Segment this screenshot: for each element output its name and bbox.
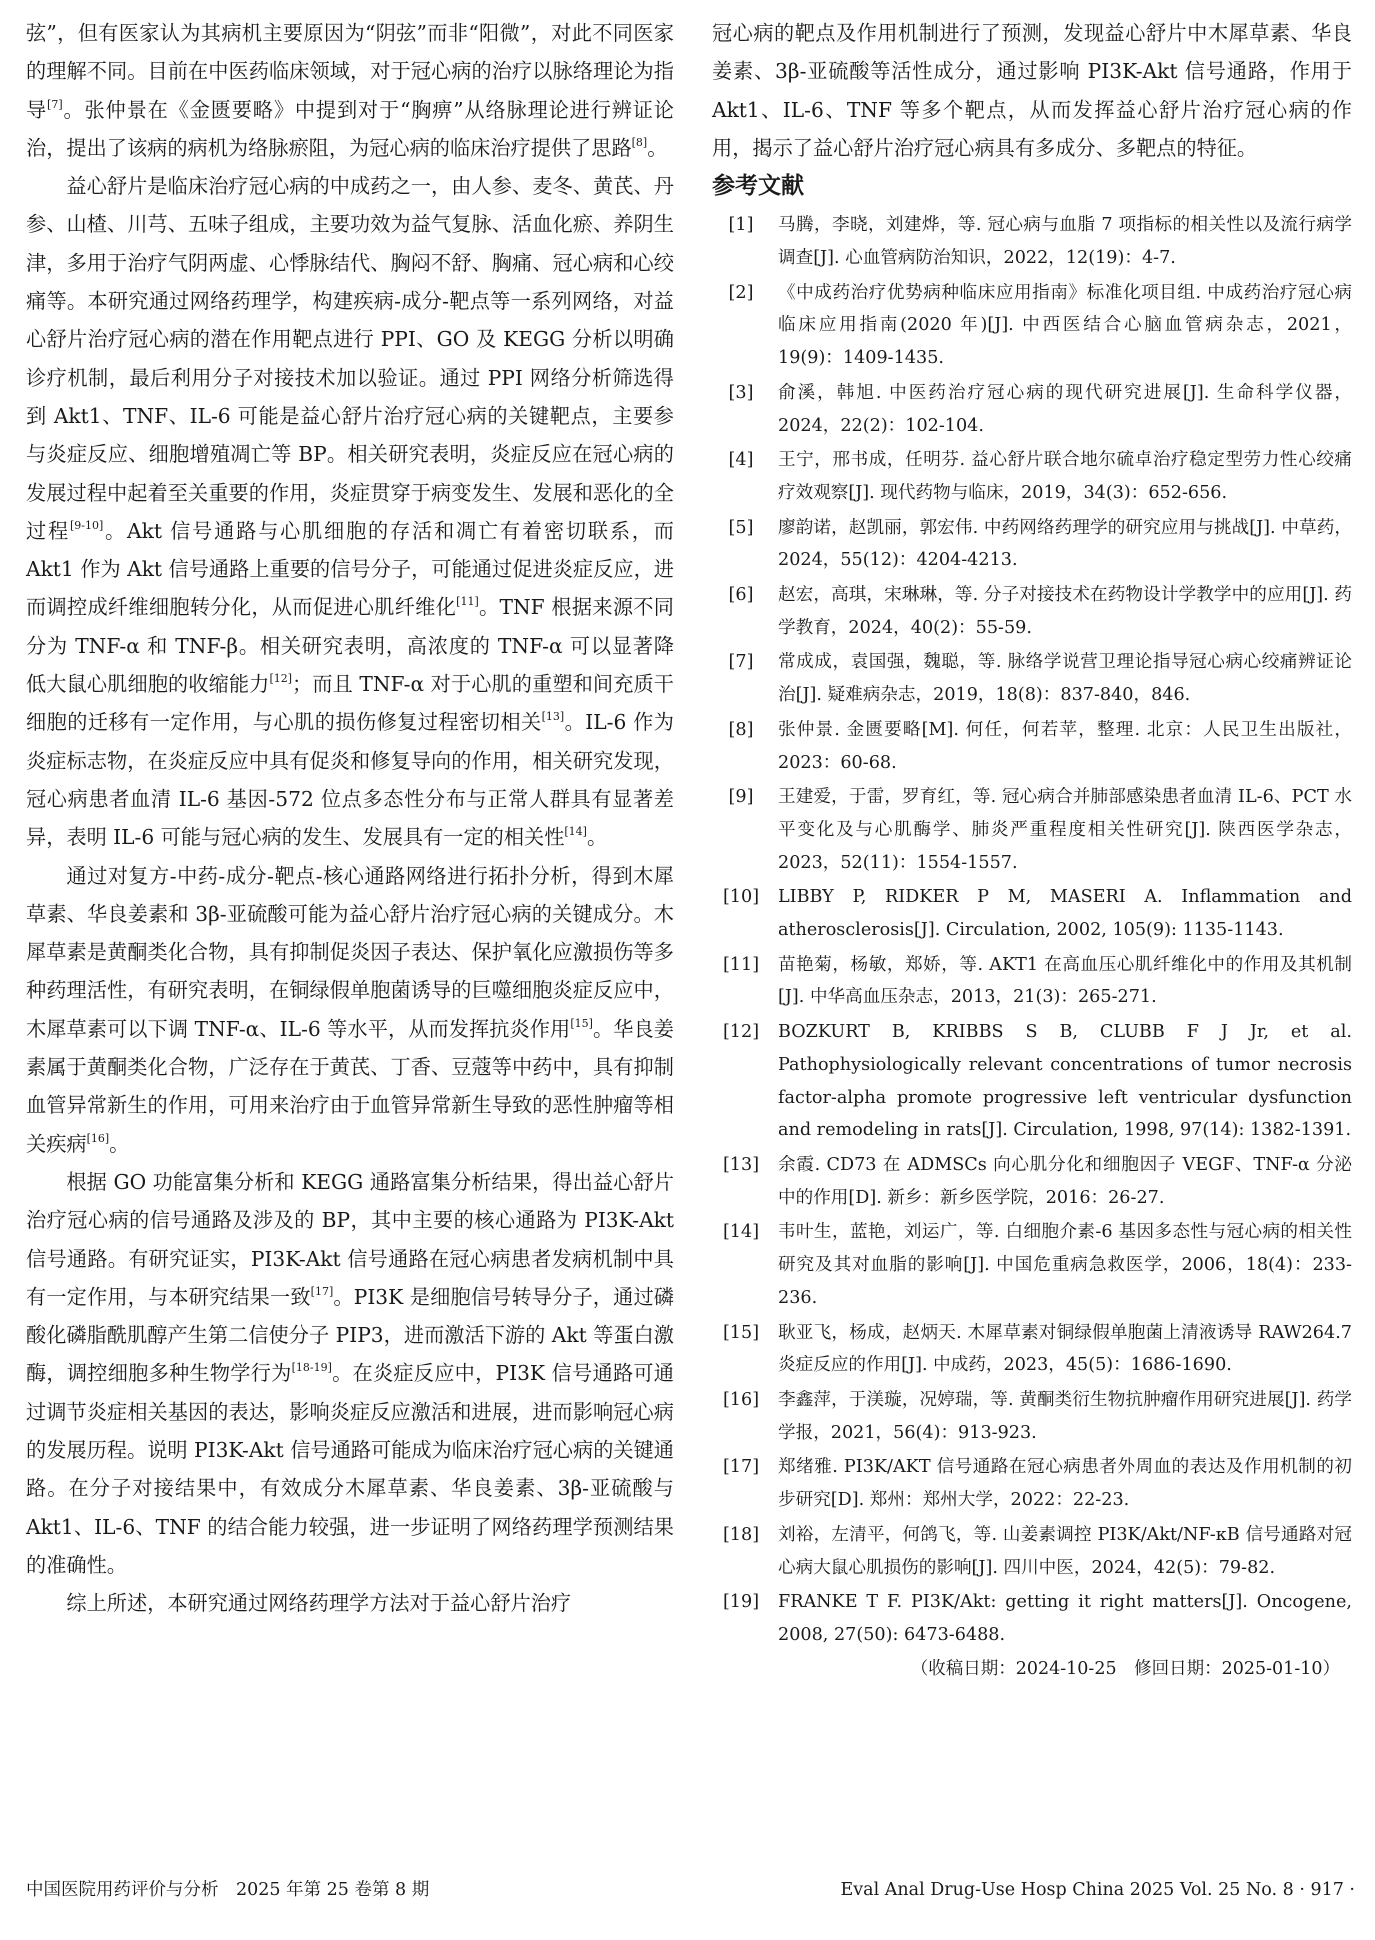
references-heading: 参考文献: [712, 173, 804, 200]
reference-item: [712, 444, 1352, 510]
reference-number: [12]: [722, 1022, 760, 1043]
reference-number: [16]: [722, 1390, 760, 1411]
reference-item: [712, 1451, 1352, 1517]
reference-item: [712, 1216, 1352, 1314]
reference-text: 刘裕，左清平，何鸽飞，等. 山姜素调控 PI3K/Akt/NF-κB 信号通路对冠心病大鼠心肌损伤的影响[J]. 四川中医，2024，42(5)：79-82.: [778, 1524, 1352, 1578]
paragraph-text: 。在炎症反应中，PI3K 信号通路可通过调节炎症相关基因的表达，影响炎症反应激活和进展，进而影响冠心病的发展历程。说明 PI3K-Akt 信号通路可能成为临床治疗冠心病的关键通路。在分子对接结果中，有效成分木犀草素、华良姜素、3β-亚硫酸与 Akt1、IL-6、TNF 的结合能力较强，进一步证明了网络药理学预测结果的准确性。: [26, 1361, 674, 1577]
citation-superscript: [18-19]: [291, 1361, 332, 1375]
reference-text: 常成成，袁国强，魏聪，等. 脉络学说营卫理论指导冠心病心绞痛辨证论治[J]. 疑难病杂志，2019，18(8)：837-840，846.: [778, 652, 1352, 706]
reference-item: [712, 1519, 1352, 1585]
reference-number: [18]: [722, 1524, 760, 1545]
reference-item: [712, 1384, 1352, 1450]
reference-number: [17]: [722, 1457, 760, 1478]
reference-item: [712, 377, 1352, 443]
paragraph-text: 。PI3K 是细胞信号转导分子，通过磷酸化磷脂酰肌醇产生第二信使分子 PIP3，进而激活下游的 Akt 等蛋白激酶，调控细胞多种生物学行为: [26, 1284, 674, 1386]
paragraph-text: 。TNF 根据来源不同分为 TNF-α 和 TNF-β。相关研究表明，高浓度的 TNF-α 可以显著降低大鼠心肌细胞的收缩能力: [26, 595, 674, 697]
paragraph: [26, 1584, 674, 1622]
paragraph-text: 弦”，但有医家认为其病机主要原因为“阴弦”而非“阳微”，对此不同医家的理解不同。目前在中医药临床领域，对于冠心病的治疗以脉络理论为指导: [26, 21, 674, 122]
citation-superscript: [14]: [564, 825, 587, 839]
reference-item: [712, 646, 1352, 712]
reference-number: [1]: [728, 215, 754, 236]
reference-item: [712, 512, 1352, 578]
reference-number: [8]: [728, 719, 754, 740]
left-column: [26, 14, 674, 1622]
reference-text: 《中成药治疗优势病种临床应用指南》标准化项目组. 中成药治疗冠心病临床应用指南(2020 年)[J]. 中西医结合心脑血管病杂志，2021，19(9)：1409-1435.: [778, 282, 1352, 369]
citation-superscript: [7]: [47, 97, 63, 111]
reference-item: [712, 949, 1352, 1015]
reference-number: [19]: [722, 1592, 760, 1613]
paragraph-text: 。Akt 信号通路与心肌细胞的存活和凋亡有着密切联系，而 Akt1 作为 Akt 信号通路上重要的信号分子，可能通过促进炎症反应，进而调控成纤维细胞转分化，从而促进心肌纤维化: [26, 518, 674, 620]
reference-number: [13]: [722, 1155, 760, 1176]
reference-item: [712, 1586, 1352, 1652]
reference-text: 马腾，李晓，刘建烨，等. 冠心病与血脂 7 项指标的相关性以及流行病学调查[J]. 心血管病防治知识，2022，12(19)：4-7.: [778, 215, 1352, 268]
received-date-line: （收稿日期：2024-10-25 修回日期：2025-01-10）: [910, 1658, 1340, 1679]
reference-number: [11]: [722, 954, 760, 975]
footer-journal-chinese: 中国医院用药评价与分析 2025 年第 25 卷第 8 期: [26, 1880, 430, 1900]
reference-text: 王建爱，于雷，罗育红，等. 冠心病合并肺部感染患者血清 IL-6、PCT 水平变化及与心肌酶学、肺炎严重程度相关性研究[J]. 陕西医学杂志，2023，52(11)：1554-1557.: [778, 787, 1352, 873]
reference-item: [712, 579, 1352, 645]
citation-superscript: [8]: [631, 135, 648, 149]
citation-superscript: [17]: [310, 1284, 334, 1298]
reference-text: 苗艳菊，杨敏，郑娇，等. AKT1 在高血压心肌纤维化中的作用及其机制[J]. 中华高血压杂志，2013，21(3)：265-271.: [778, 954, 1352, 1008]
reference-item: [712, 1317, 1352, 1383]
reference-item: [712, 209, 1352, 275]
reference-list: [712, 209, 1352, 1652]
citation-superscript: [15]: [570, 1016, 593, 1030]
reference-number: [10]: [722, 887, 760, 908]
citation-superscript: [11]: [456, 595, 479, 609]
reference-text: BOZKURT B, KRIBBS S B, CLUBB F J Jr, et al. Pathophysiologically relevant concentrations of tumor necrosis factor-alpha promote progressive left ventricular dysfunction and remodeling in rats[J]. Circulation, 1998, 97(14): 1382-1391.: [778, 1022, 1352, 1141]
reference-number: [14]: [722, 1222, 760, 1243]
citation-superscript: [13]: [541, 710, 565, 724]
reference-text: 余霞. CD73 在 ADMSCs 向心肌分化和细胞因子 VEGF、TNF-α 分泌中的作用[D]. 新乡：新乡医学院，2016：26-27.: [778, 1155, 1352, 1208]
reference-text: LIBBY P, RIDKER P M, MASERI A. Inflammation and atherosclerosis[J]. Circulation, 2002, 105(9): 1135-1143.: [778, 887, 1352, 941]
reference-text: FRANKE T F. PI3K/Akt: getting it right matters[J]. Oncogene, 2008, 27(50): 6473-6488.: [778, 1592, 1352, 1645]
discussion-continuation: [712, 14, 1352, 167]
reference-text: 赵宏，高琪，宋琳琳，等. 分子对接技术在药物设计学教学中的应用[J]. 药学教育，2024，40(2)：55-59.: [778, 584, 1352, 638]
paragraph-text: 通过对复方-中药-成分-靶点-核心通路网络进行拓扑分析，得到木犀草素、华良姜素和 3β-亚硫酸可能为益心舒片治疗冠心病的关键成分。木犀草素是黄酮类化合物，具有抑制促炎因子表达、保护氧化应激损伤等多种药理活性，有研究表明，在铜绿假单胞菌诱导的巨噬细胞炎症反应中，木犀草素可以下调 TNF-α、IL-6 等水平，从而发挥抗炎作用: [26, 863, 674, 1041]
paragraph: [712, 14, 1352, 167]
reference-item: [712, 881, 1352, 947]
paragraph-text: 综上所述，本研究通过网络药理学方法对于益心舒片治疗: [66, 1591, 572, 1616]
paragraph: [26, 857, 674, 1163]
paragraph-text: 冠心病的靶点及作用机制进行了预测，发现益心舒片中木犀草素、华良姜素、3β-亚硫酸等活性成分，通过影响 PI3K-Akt 信号通路，作用于 Akt1、IL-6、TNF 等多个靶点，从而发挥益心舒片治疗冠心病的作用，揭示了益心舒片治疗冠心病具有多成分、多靶点的特征。: [712, 21, 1352, 160]
citation-superscript: [9-10]: [69, 518, 104, 532]
reference-number: [5]: [728, 517, 754, 538]
paragraph: [26, 167, 674, 856]
reference-number: [3]: [728, 382, 754, 403]
citation-superscript: [16]: [86, 1131, 110, 1145]
citation-superscript: [12]: [269, 672, 293, 686]
paragraph-text: 。: [647, 135, 668, 160]
reference-number: [2]: [728, 282, 754, 303]
paragraph-text: 。: [109, 1131, 130, 1156]
paragraph-text: ；而且 TNF-α 对于心肌的重塑和间充质干细胞的迁移有一定作用，与心肌的损伤修复过程密切相关: [26, 672, 674, 735]
reference-number: [4]: [728, 450, 754, 471]
reference-text: 郑绪雅. PI3K/AKT 信号通路在冠心病患者外周血的表达及作用机制的初步研究[D]. 郑州：郑州大学，2022：22-23.: [778, 1457, 1352, 1511]
reference-number: [15]: [722, 1322, 760, 1343]
reference-number: [9]: [728, 787, 754, 808]
reference-text: 王宁，邢书成，任明芬. 益心舒片联合地尔硫卓治疗稳定型劳力性心绞痛疗效观察[J]. 现代药物与临床，2019，34(3)：652-656.: [778, 450, 1352, 503]
reference-text: 张仲景. 金匮要略[M]. 何任，何若苹，整理. 北京：人民卫生出版社，2023：60-68.: [778, 719, 1352, 773]
paragraph-text: 。IL-6 作为炎症标志物，在炎症反应中具有促炎和修复导向的作用，相关研究发现，冠心病患者血清 IL-6 基因-572 位点多态性分布与正常人群具有显著差异，表明 IL-6 可能与冠心病的发生、发展具有一定的相关性: [26, 710, 674, 850]
reference-number: [7]: [728, 652, 754, 673]
reference-text: 韦叶生，蓝艳，刘运广，等. 白细胞介素-6 基因多态性与冠心病的相关性研究及其对血脂的影响[J]. 中国危重病急救医学，2006，18(4)：233-236.: [778, 1222, 1352, 1309]
reference-text: 廖韵诺，赵凯丽，郭宏伟. 中药网络药理学的研究应用与挑战[J]. 中草药，2024，55(12)：4204-4213.: [778, 517, 1352, 571]
reference-text: 俞溪，韩旭. 中医药治疗冠心病的现代研究进展[J]. 生命科学仪器，2024，22(2)：102-104.: [778, 382, 1352, 436]
paragraph-text: 根据 GO 功能富集分析和 KEGG 通路富集分析结果，得出益心舒片治疗冠心病的信号通路及涉及的 BP，其中主要的核心通路为 PI3K-Akt 信号通路。有研究证实，PI3K-Akt 信号通路在冠心病患者发病机制中具有一定作用，与本研究结果一致: [26, 1169, 674, 1309]
reference-item: [712, 781, 1352, 879]
right-column: [712, 14, 1352, 1684]
reference-number: [6]: [728, 584, 754, 605]
paragraph: [26, 1163, 674, 1584]
paragraph-text: 益心舒片是临床治疗冠心病的中成药之一，由人参、麦冬、黄芪、丹参、山楂、川芎、五味子组成，主要功效为益气复脉、活血化瘀、养阴生津，多用于治疗气阴两虚、心悸脉结代、胸闷不舒、胸痛、冠心病和心绞痛等。本研究通过网络药理学，构建疾病-成分-靶点等一系列网络，对益心舒片治疗冠心病的潜在作用靶点进行 PPI、GO 及 KEGG 分析以明确诊疗机制，最后利用分子对接技术加以验证。通过 PPI 网络分析筛选得到 Akt1、TNF、IL-6 可能是益心舒片治疗冠心病的关键靶点，主要参与炎症反应、细胞增殖凋亡等 BP。相关研究表明，炎症反应在冠心病的发展过程中起着至关重要的作用，炎症贯穿于病变发生、发展和恶化的全过程: [26, 174, 674, 543]
reference-text: 耿亚飞，杨成，赵炳天. 木犀草素对铜绿假单胞菌上清液诱导 RAW264.7 炎症反应的作用[J]. 中成药，2023，45(5)：1686-1690.: [778, 1322, 1352, 1376]
reference-item: [712, 714, 1352, 780]
footer-journal-english: Eval Anal Drug-Use Hosp China 2025 Vol. 25 No. 8 · 917 ·: [840, 1880, 1355, 1900]
paragraph-text: 。华良姜素属于黄酮类化合物，广泛存在于黄芪、丁香、豆蔻等中药中，具有抑制血管异常新生的作用，可用来治疗由于血管异常新生导致的恶性肿瘤等相关疾病: [26, 1016, 674, 1156]
paragraph-text: 。: [586, 825, 608, 850]
reference-item: [712, 1016, 1352, 1147]
reference-item: [712, 1149, 1352, 1215]
reference-text: 李鑫萍，于渼璇，况婷瑞，等. 黄酮类衍生物抗肿瘤作用研究进展[J]. 药学学报，2021，56(4)：913-923.: [778, 1390, 1352, 1443]
paragraph: [26, 14, 674, 167]
paragraph-text: 。张仲景在《金匮要略》中提到对于“胸痹”从络脉理论进行辨证论治，提出了该病的病机为络脉瘀阻，为冠心病的临床治疗提供了思路: [26, 97, 674, 160]
reference-item: [712, 277, 1352, 375]
